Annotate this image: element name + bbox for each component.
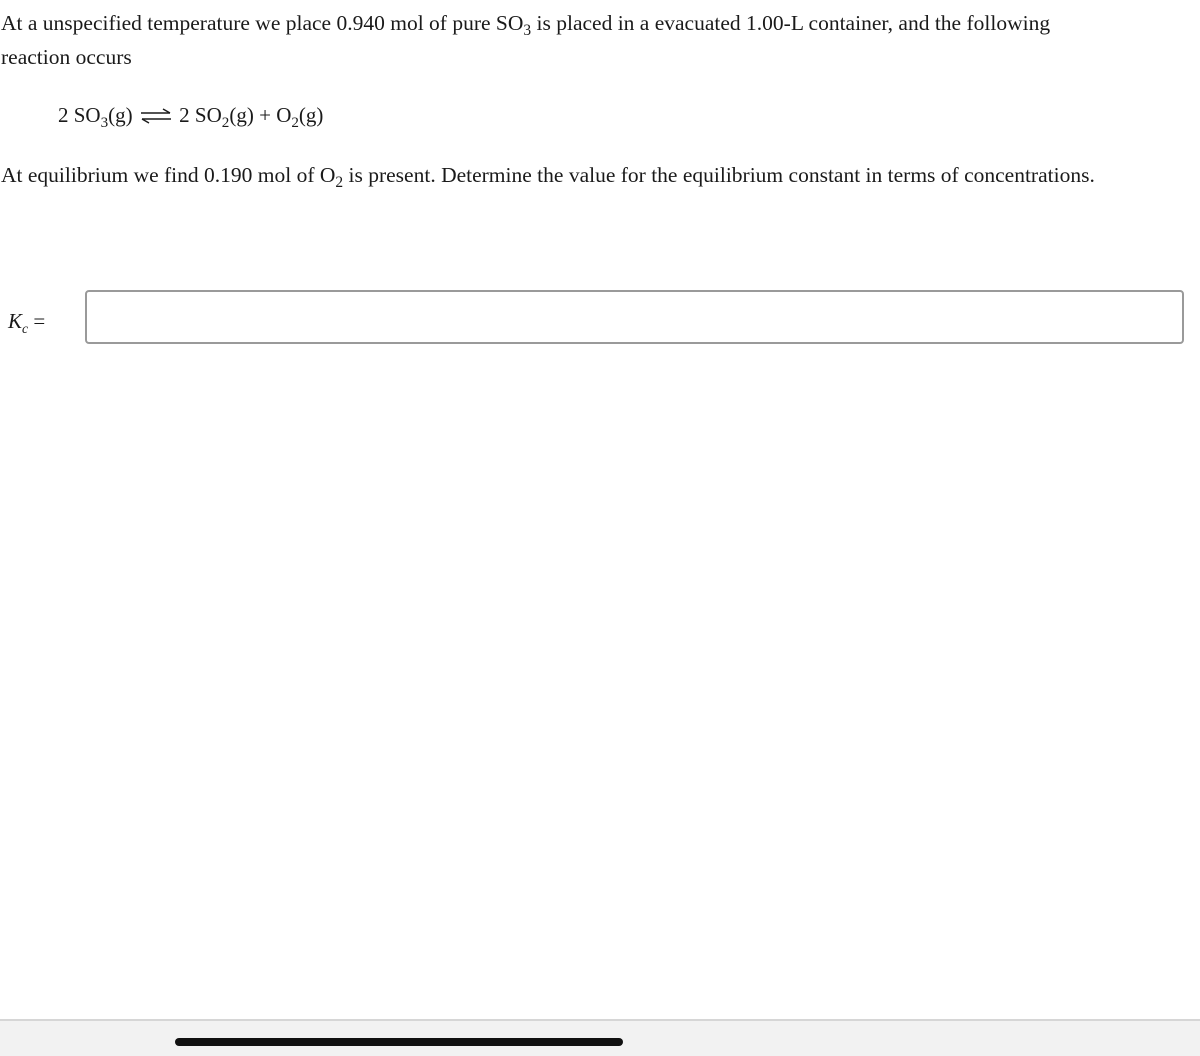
subscript: c — [22, 320, 29, 336]
subscript: 2 — [335, 174, 344, 192]
subscript: 2 — [221, 115, 230, 132]
question-text: is present. Determine the value for the equilibrium constant in terms of concentrations. — [343, 163, 1095, 187]
equilibrium-arrow-icon — [139, 108, 173, 124]
kc-answer-input[interactable] — [85, 290, 1184, 344]
kc-label — [8, 306, 45, 336]
question-text-line-3 — [1, 158, 1095, 192]
question-text: At equilibrium we find 0.190 mol of O — [1, 163, 336, 187]
product-so2: 2 SO — [179, 103, 222, 127]
k-variable: K — [8, 309, 23, 333]
question-text-line-1 — [1, 6, 1050, 40]
question-text: At a unspecified temperature we place 0.940 mol of pure SO — [1, 11, 524, 35]
state-label: (g) — [108, 103, 133, 127]
state-label: (g) — [229, 103, 254, 127]
subscript: 2 — [291, 115, 299, 132]
subscript: 3 — [523, 22, 532, 40]
reactant-so3: 2 SO — [58, 103, 101, 127]
product-o2: O — [276, 103, 292, 127]
state-label: (g) — [298, 103, 324, 127]
scrollbar-thumb[interactable] — [175, 1038, 623, 1046]
equals-sign: = — [33, 309, 46, 333]
subscript: 3 — [100, 115, 109, 132]
chemical-equation — [58, 99, 323, 131]
question-text: is placed in a evacuated 1.00-L container, and the following — [531, 11, 1051, 35]
plus-sign: + — [259, 103, 271, 127]
question-text-line-2: reaction occurs — [1, 45, 132, 69]
